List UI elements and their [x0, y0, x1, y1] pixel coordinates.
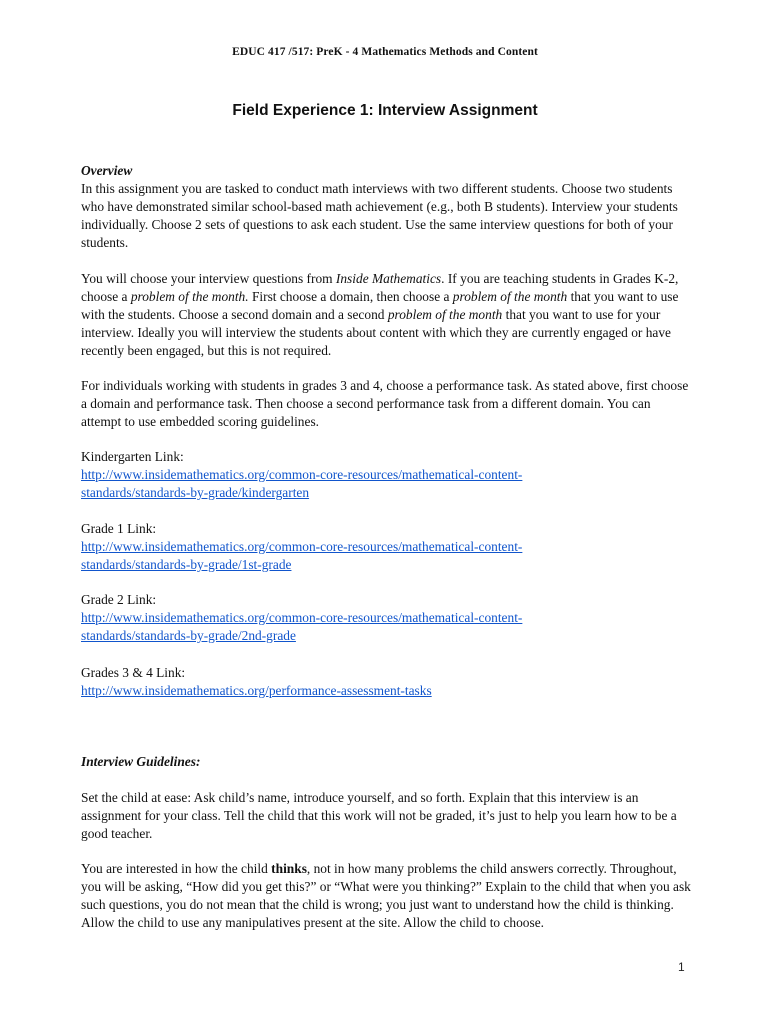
overview-heading: Overview — [81, 163, 133, 178]
g2-emphasis: thinks — [271, 861, 307, 876]
overview-paragraph-3: For individuals working with students in grades 3 and 4, choose a performance task. As stated above, first choose a domain and performance task. Then choose a second performance task from a different domain. You can attempt to use embedded scoring guidelines. — [81, 378, 689, 429]
p2-term-2: problem of the month — [452, 289, 568, 304]
p2-text-c: . If you are teaching students in Grades K-2, choose a — [81, 271, 679, 304]
link-label: Grades 3 & 4 Link: — [81, 665, 186, 680]
grade2-link[interactable]: http://www.insidemathematics.org/common-core-resources/mathematical-content- standards/standards-by-grade/2nd-grade — [81, 610, 523, 643]
page-number: 1 — [678, 960, 685, 974]
grade1-link[interactable]: http://www.insidemathematics.org/common-core-resources/mathematical-content- standards/standards-by-grade/1st-grade — [81, 539, 523, 572]
grades34-link[interactable]: http://www.insidemathematics.org/performance-assessment-tasks — [81, 683, 432, 698]
p2-source-title: Inside Mathematics — [335, 271, 442, 286]
page-title: Field Experience 1: Interview Assignment — [232, 102, 538, 119]
grade2-link-block — [81, 591, 691, 645]
kindergarten-link[interactable]: http://www.insidemathematics.org/common-core-resources/mathematical-content- standards/standards-by-grade/kindergarten — [81, 467, 523, 500]
grades34-link-block — [81, 664, 691, 700]
p2-text-a: You will choose your interview questions from — [81, 271, 336, 286]
link-label: Grade 2 Link: — [81, 592, 157, 607]
g2-text-a: You are interested in how the child — [81, 861, 272, 876]
kindergarten-link-block — [81, 448, 691, 502]
guidelines-paragraph-1: Set the child at ease: Ask child’s name, introduce yourself, and so forth. Explain that this interview is an assignment for your class. Tell the child that this work will not be graded, it’s just to help you learn how to be a good teacher. — [81, 790, 677, 841]
guidelines-paragraph-2 — [81, 860, 691, 932]
link-label: Grade 1 Link: — [81, 521, 157, 536]
guidelines-heading: Interview Guidelines: — [81, 754, 201, 769]
link-label: Kindergarten Link: — [81, 449, 184, 464]
overview-paragraph-2 — [81, 270, 691, 360]
overview-section — [81, 162, 691, 252]
g2-text-c: , not in how many problems the child answers correctly. Throughout, you will be asking, “How did you get this?” or “What were you thinking?” Explain to the child that when you ask such questions, you do not mean that the child is wrong; you just want to understand how the child is thinking. Allow the child to use any manipulatives present at the site. Allow the child to choose. — [81, 861, 691, 930]
course-header: EDUC 417 /517: PreK - 4 Mathematics Methods and Content — [232, 46, 538, 58]
p2-text-e: First choose a domain, then choose a — [248, 289, 453, 304]
grade1-link-block — [81, 520, 691, 574]
p2-term-1: problem of the month. — [130, 289, 249, 304]
p2-text-i: that you want to use for your interview. Ideally you will interview the students about content with which they are currently engaged or have recently been engaged, but this is not required. — [81, 307, 671, 358]
overview-paragraph-1: In this assignment you are tasked to conduct math interviews with two different students. Choose two students who have demonstrated similar school-based math achievement (e.g., both B students). Interview your students individually. Choose 2 sets of questions to ask each student. Use the same interview questions for both of your students. — [81, 181, 678, 250]
p2-term-3: problem of the month — [387, 307, 503, 322]
p2-text-g: that you want to use with the students. Choose a second domain and a second — [81, 289, 679, 322]
